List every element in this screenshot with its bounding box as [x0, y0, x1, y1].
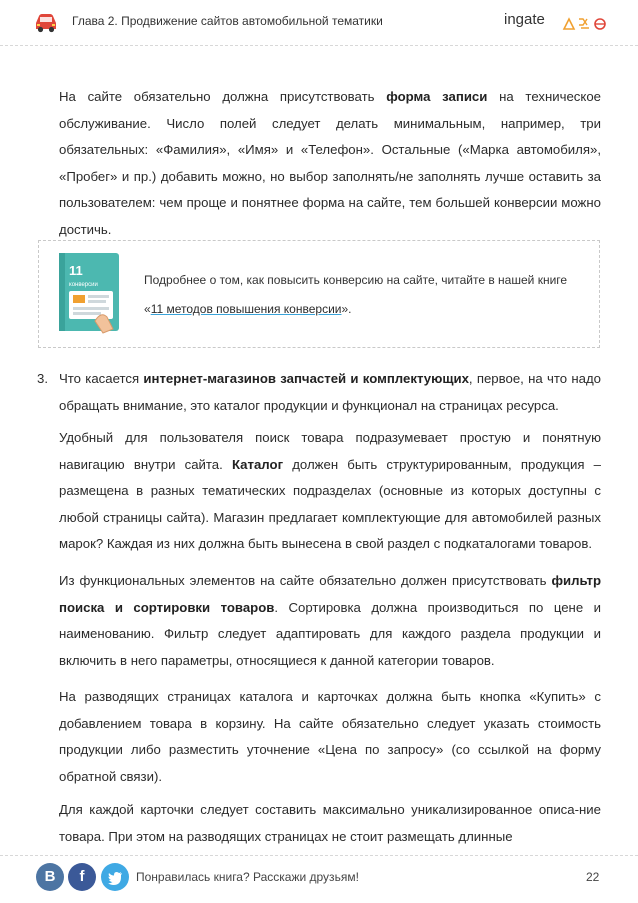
bold-term: фильтр поиска и сортировки товаров	[59, 573, 601, 615]
bold-term: интернет-магазинов запчастей и комплектующих	[143, 371, 469, 386]
quote-mark: «	[144, 302, 151, 316]
paragraph-booking-form	[59, 84, 601, 244]
paragraph-product-description: Для каждой карточки следует составить максимально уникализированное описа-ние товара. При этом на разводящих страницах не стоит размещать длинные	[59, 802, 601, 844]
vk-share-icon[interactable]: В	[36, 863, 64, 891]
paragraph-filter	[59, 568, 601, 674]
page-number: 22	[586, 870, 600, 884]
text-segment: , первое, на что надо обращать внимание, это каталог продукции и функционал на страницах ресурса.	[59, 371, 601, 413]
bold-term: форма записи	[386, 89, 488, 104]
twitter-share-icon[interactable]	[101, 863, 129, 891]
book-word: конверсии	[69, 282, 98, 288]
conversion-book-link[interactable]: 11 методов повышения конверсии	[150, 302, 342, 316]
paragraph-buy-button: На разводящих страницах каталога и карточках должна быть кнопка «Купить» с добавлением товара в корзину. На сайте обязательно следует указать стоимость продукции либо разместить уточнение «Цена по запросу» (со ссылкой на форму обратной связи).	[59, 689, 601, 784]
text-segment: на техническое обслуживание. Число полей следует делать минимальным, например, три обязательных: «Фамилия», «Имя» и «Телефон». Остальные («Марка автомобиля», «Пробег» и пр.) добавить можно, но выбор заполнять/не заполнять лучше оставить за пользователем: чем проще и понятнее форма на сайте, тем большей конверсии можно достичь.	[59, 89, 601, 237]
ingate-brand-icons	[562, 15, 612, 31]
share-prompt: Понравилась книга? Расскажи друзьям!	[136, 870, 359, 884]
text-segment: На сайте обязательно должна присутствовать	[59, 89, 387, 104]
text-segment: должен быть структурированным, продукция – размещена в разных тематических подразделах (основные из которых доступны с любой страницы сайта). Магазин предлагает комплектующие для автомобилей разных марок? Каждая из них должна быть вынесена в свой раздел с подкаталогами товаров.	[59, 456, 601, 552]
quote-mark: ».	[341, 302, 352, 316]
paragraph-parts-stores	[59, 366, 601, 419]
car-icon	[33, 11, 59, 33]
text-segment: Что касается	[59, 371, 144, 386]
list-number: 3.	[37, 371, 48, 386]
text-segment: Удобный для пользователя поиск товара подразумевает простую и понятную навигацию внутри сайта.	[59, 430, 601, 472]
book-number: 11	[69, 263, 83, 278]
brand-logo-text: ingate	[504, 11, 545, 28]
paragraph-catalog	[59, 425, 601, 558]
book-cover-image	[55, 251, 127, 337]
twitter-bird-icon	[101, 863, 129, 891]
callout-line: Подробнее о том, как повысить конверсию на сайте, читайте в нашей книге	[144, 273, 568, 287]
chapter-title: Глава 2. Продвижение сайтов автомобильной тематики	[72, 14, 383, 28]
text-segment: . Сортировка должна производиться по цене и наименованию. Фильтр следует адаптировать для каждого раздела продукции и включить в него параметры, относящиеся к данной категории товаров.	[59, 599, 601, 668]
facebook-share-icon[interactable]: f	[68, 863, 96, 891]
bold-term: Каталог	[231, 456, 284, 472]
callout-text	[144, 266, 594, 324]
text-segment: Из функциональных элементов на сайте обязательно должен присутствовать	[59, 573, 552, 588]
